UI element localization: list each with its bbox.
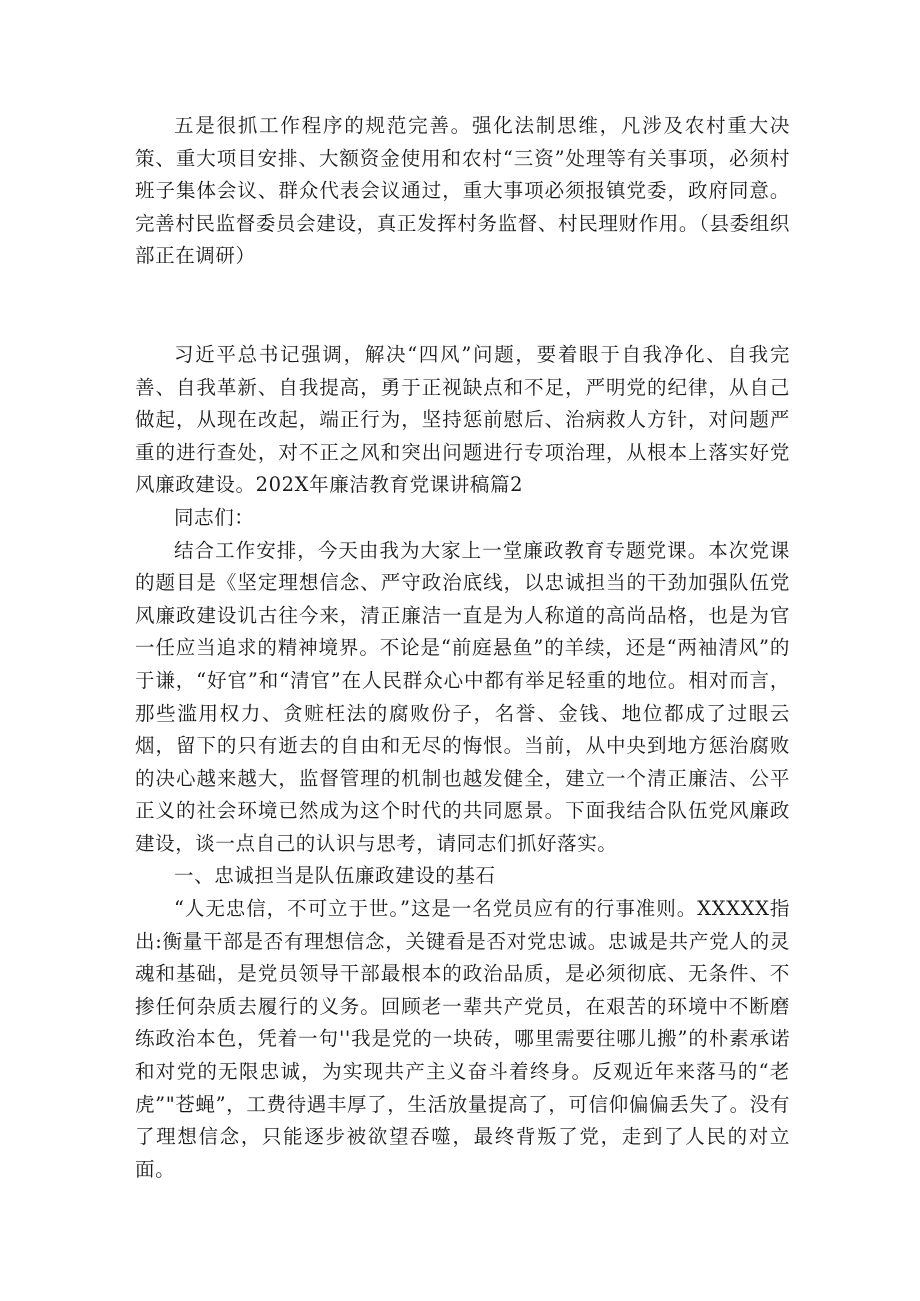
- paragraph-four-winds: 习近平总书记强调，解决“四风”问题，要着眼于自我净化、自我完善、自我革新、自我提高，勇于正视缺点和不足，严明党的纪律，从自己做起，从现在改起，端正行为，坚持惩前慰后、治病救人方针，对问题严重的进行查处，对不正之风和突出问题进行专项治理，从根本上落实好党风廉政建设。202X年廉洁教育党课讲稿篇2: [135, 342, 790, 497]
- paragraph-gap: [135, 273, 790, 339]
- document-page: [135, 110, 790, 1186]
- paragraph-introduction: 结合工作安排，今天由我为大家上一堂廉政教育专题党课。本次党课的题目是《坚定理想信念、严守政治底线，以忠诚担当的干劲加强队伍党风廉政建设讥古往今来，清正廉洁一直是为人称道的高尚品格，也是为官一任应当追求的精神境界。不论是“前庭悬鱼”的羊续，还是“两袖清风”的于谦，“好官”和“清官”在人民群众心中都有举足轻重的地位。相对而言，那些滥用权力、贪赃枉法的腐败份子，名誉、金钱、地位都成了过眼云烟，留下的只有逝去的自由和无尽的悔恨。当前，从中央到地方惩治腐败的决心越来越大，监督管理的机制也越发健全，建立一个清正廉洁、公平正义的社会环境已然成为这个时代的共同愿景。下面我结合队伍党风廉政建设，谈一点自己的认识与思考，请同志们抓好落实。: [135, 538, 790, 855]
- section-heading-loyalty: 一、忠诚担当是队伍廉政建设的基石: [174, 864, 496, 888]
- paragraph-salutation: 同志们：: [174, 505, 255, 529]
- paragraph-loyalty: “人无忠信，不可立于世。”这是一名党员应有的行事准则。XXXXX指出:衡量干部是否有理想信念，关键看是否对党忠诚。忠诚是共产党人的灵魂和基础，是党员领导干部最根本的政治品质，是必须彻底、无条件、不掺任何杂质去履行的义务。回顾老一辈共产党员，在艰苦的环境中不断磨练政治本色，凭着一句''我是党的一块砖，哪里需要往哪儿搬”的朴素承诺和对党的无限忠诚，为实现共产主义奋斗着终身。反观近年来落马的“老虎”"苍蝇”，工费待遇丰厚了，生活放量提高了，可信仰偏偏丢失了。没有了理想信念，只能逐步被欲望吞噬，最终背叛了党，走到了人民的对立面。: [135, 897, 790, 1181]
- paragraph-procedure: 五是很抓工作程序的规范完善。强化法制思维，凡涉及农村重大决策、重大项目安排、大额资金使用和农村“三资”处理等有关事项，必须村班子集体会议、群众代表会议通过，重大事项必须报镇党委，政府同意。完善村民监督委员会建设，真正发挥村务监督、村民理财作用。（县委组织部正在调研）: [135, 114, 790, 268]
